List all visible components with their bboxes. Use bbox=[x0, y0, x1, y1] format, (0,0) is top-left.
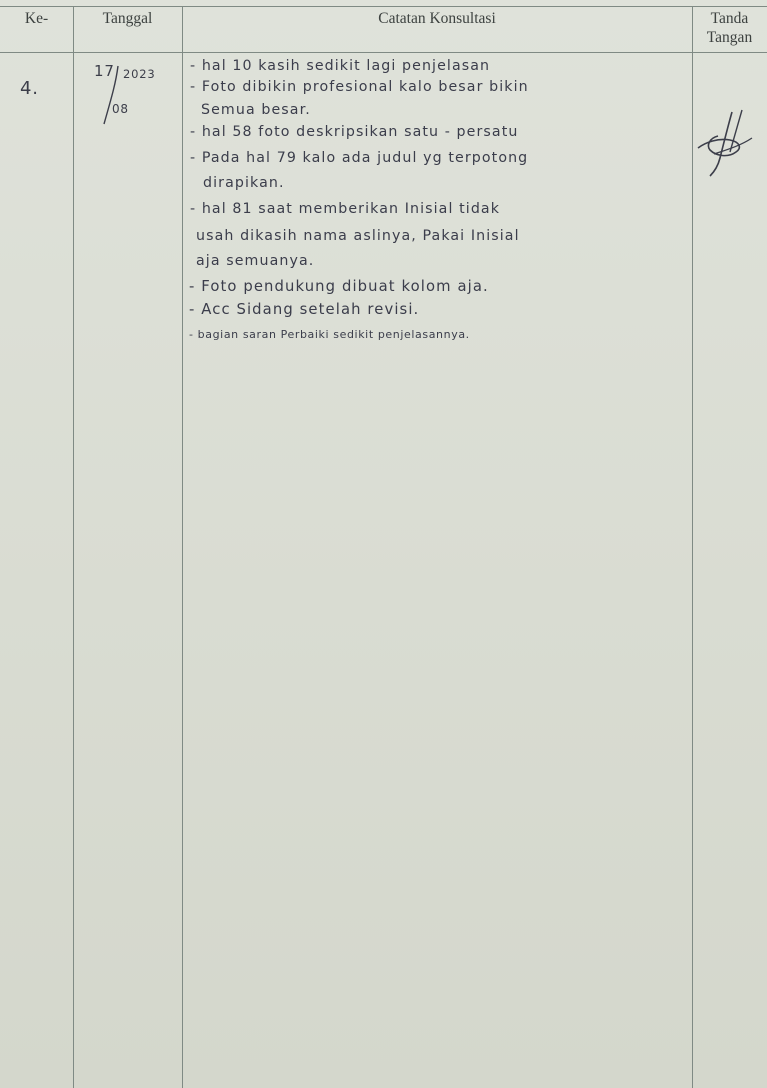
date-slash bbox=[96, 60, 126, 130]
header-signature-line2: Tangan bbox=[706, 29, 753, 46]
signature-scribble bbox=[696, 108, 756, 178]
note-line-1: - hal 10 kasih sedikit lagi penjelasan bbox=[190, 58, 491, 74]
column-divider-2 bbox=[182, 6, 183, 1088]
note-line-11: - Acc Sidang setelah revisi. bbox=[189, 301, 420, 318]
header-bottom-border bbox=[0, 52, 767, 53]
note-line-10: - Foto pendukung dibuat kolom aja. bbox=[189, 278, 489, 295]
note-line-6: dirapikan. bbox=[203, 175, 285, 191]
header-notes: Catatan Konsultasi bbox=[378, 10, 496, 27]
header-no: Ke- bbox=[24, 10, 49, 27]
note-line-3: Semua besar. bbox=[201, 102, 311, 118]
note-line-2: - Foto dibikin profesional kalo besar bikin bbox=[190, 79, 529, 95]
note-line-12: - bagian saran Perbaiki sedikit penjelasannya. bbox=[189, 328, 470, 341]
row-number: 4. bbox=[20, 78, 39, 99]
table-top-border bbox=[0, 6, 767, 7]
date-year: 2023 bbox=[123, 67, 156, 81]
header-signature-line1: Tanda bbox=[710, 10, 749, 27]
column-divider-1 bbox=[73, 6, 74, 1088]
note-line-9: aja semuanya. bbox=[196, 253, 315, 269]
note-line-7: - hal 81 saat memberikan Inisial tidak bbox=[190, 201, 501, 217]
date-day: 17 bbox=[94, 62, 115, 80]
column-divider-3 bbox=[692, 6, 693, 1088]
note-line-4: - hal 58 foto deskripsikan satu - persatu bbox=[190, 124, 519, 140]
header-date: Tanggal bbox=[102, 10, 153, 27]
date-month: 08 bbox=[112, 102, 129, 116]
note-line-8: usah dikasih nama aslinya, Pakai Inisial bbox=[196, 228, 520, 244]
note-line-5: - Pada hal 79 kalo ada judul yg terpotong bbox=[190, 150, 529, 166]
